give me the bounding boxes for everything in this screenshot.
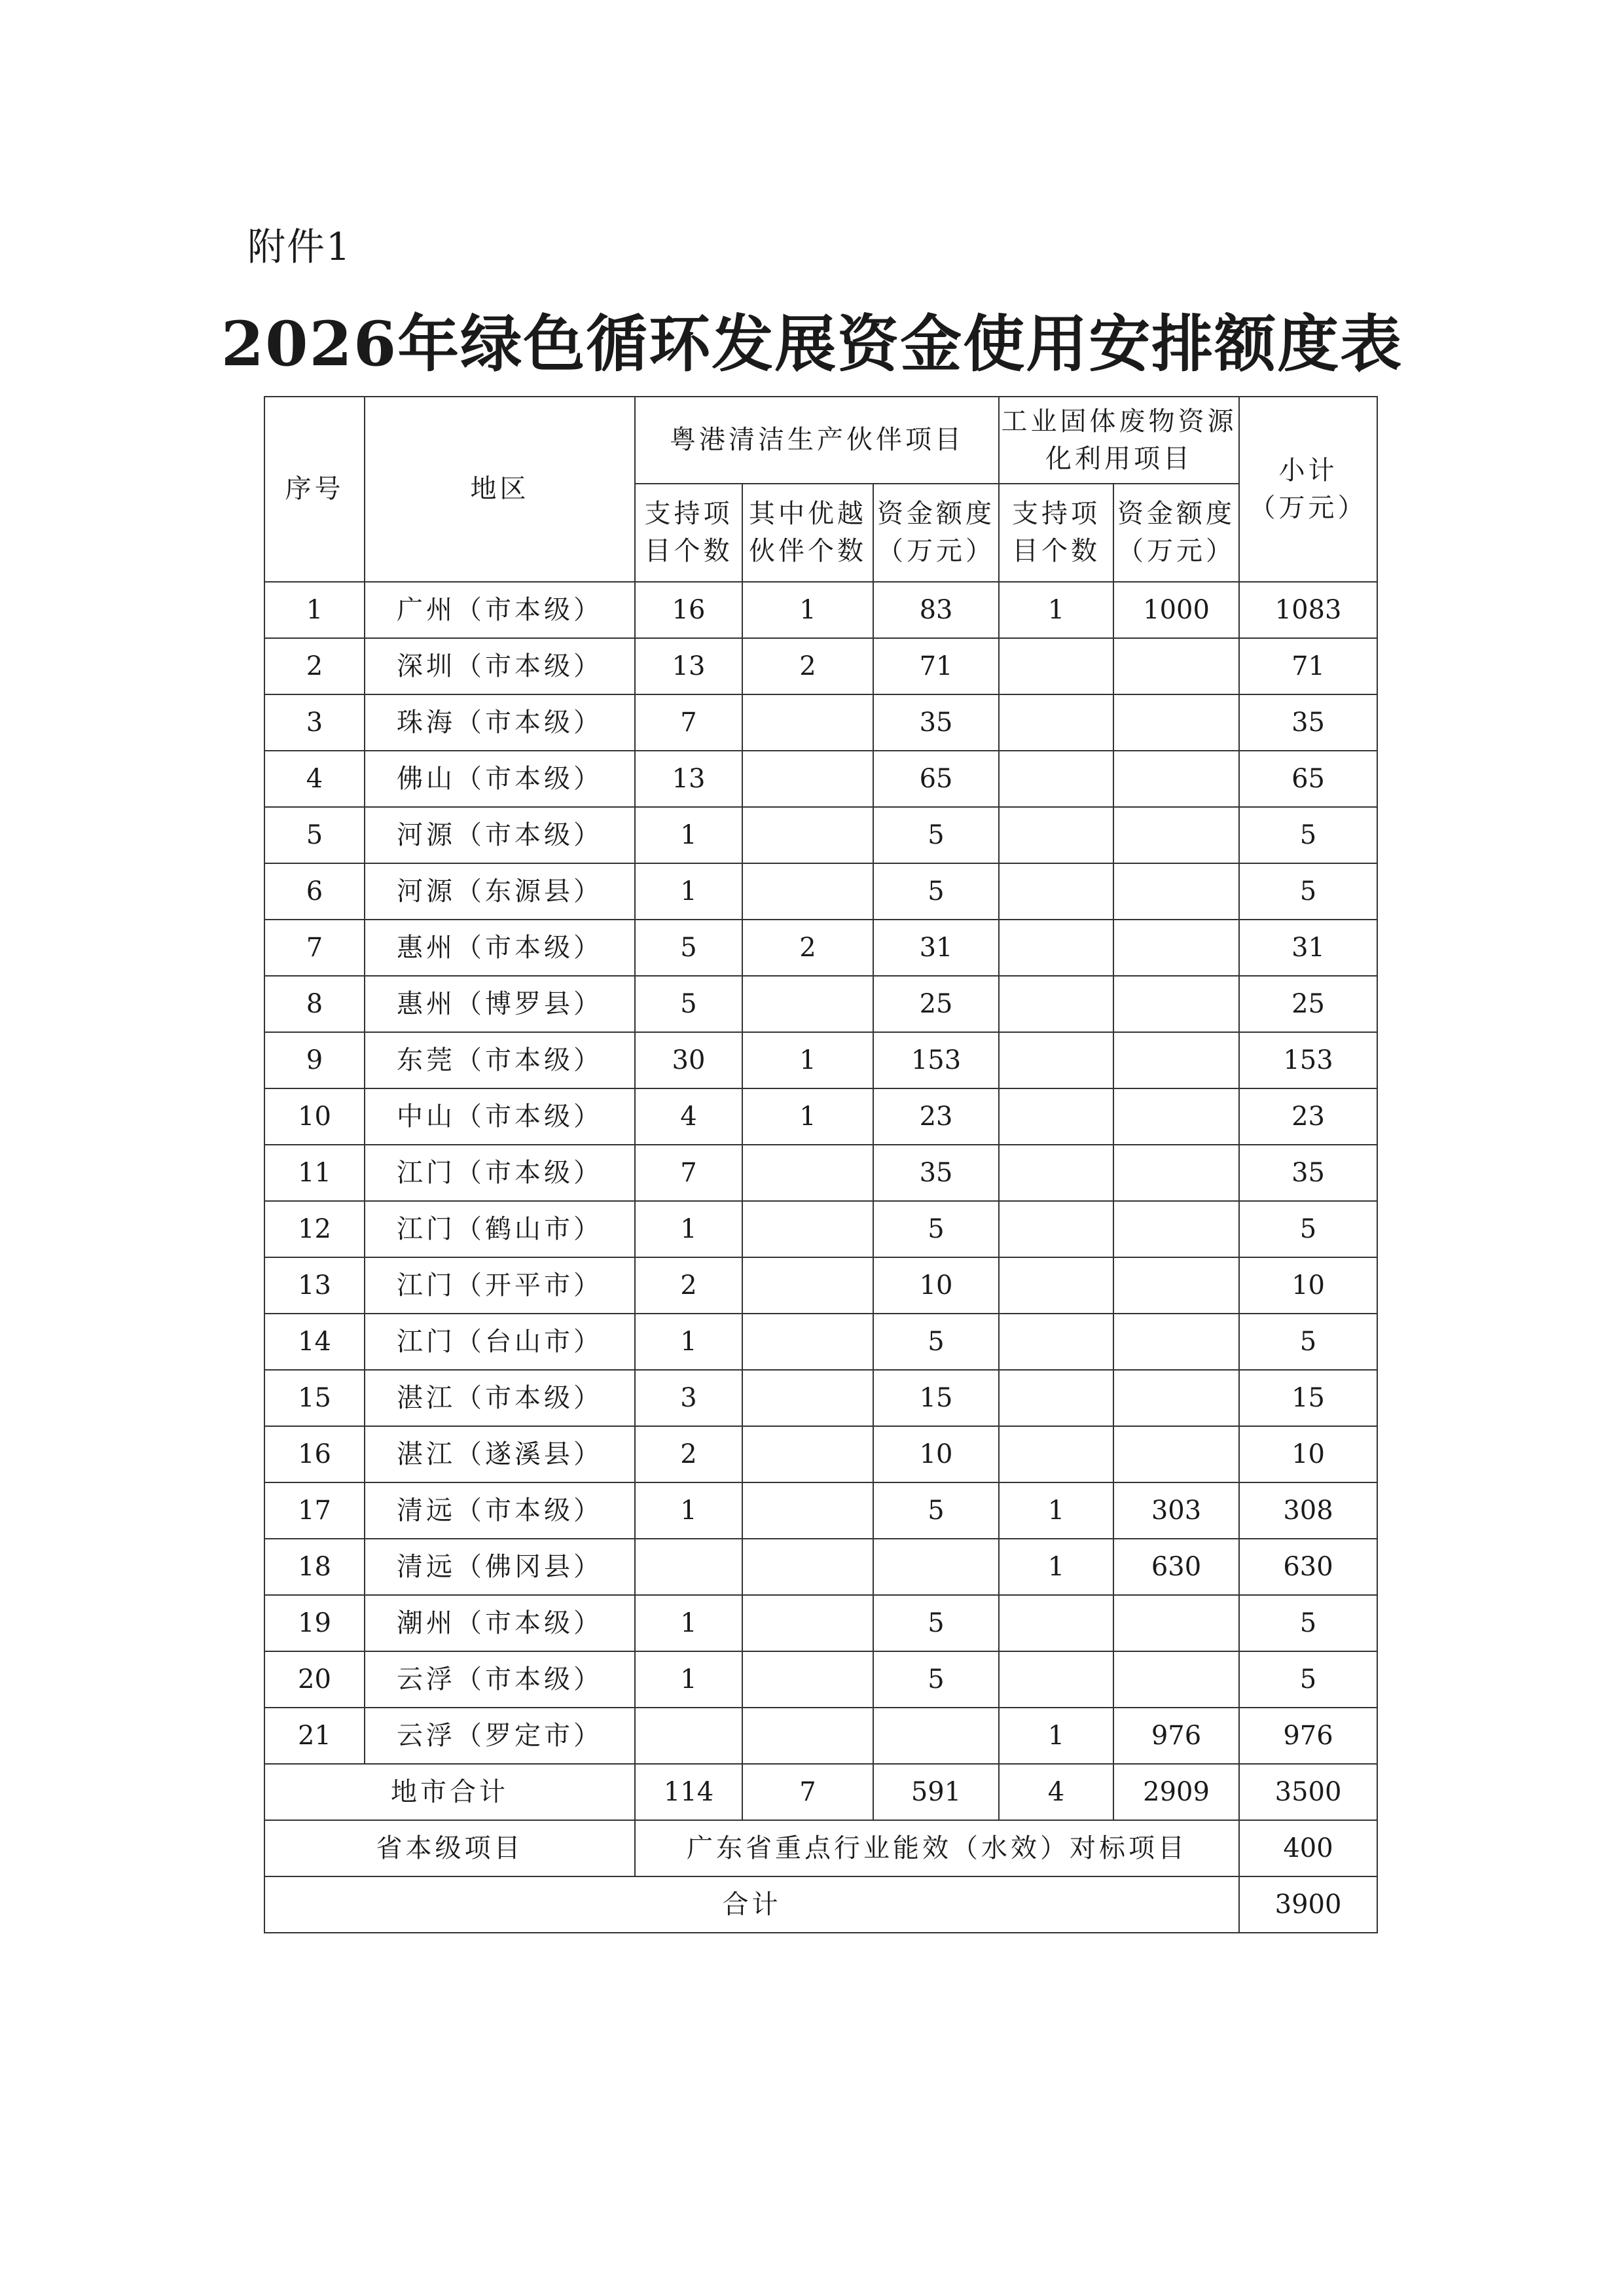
row-seq: 12 [264,1201,365,1257]
page-title: 2026年绿色循环发展资金使用安排额度表 [221,308,1403,380]
city-total-c2: 7 [742,1764,873,1820]
row-funding-amount [873,1708,999,1764]
row-subtotal: 23 [1239,1088,1377,1145]
row-subtotal: 153 [1239,1032,1377,1088]
row-excellent-partners [742,863,873,920]
grand-total-label: 合计 [264,1876,1239,1933]
row-subtotal: 35 [1239,694,1377,751]
row-waste-funding-amount [1113,920,1239,976]
header-excellent-partners: 其中优越 伙伴个数 [742,484,873,582]
row-excellent-partners [742,1426,873,1482]
row-waste-support-count [999,976,1113,1032]
row-seq: 6 [264,863,365,920]
row-seq: 18 [264,1539,365,1595]
header-funding-amount: 资金额度 （万元） [873,484,999,582]
row-seq: 2 [264,638,365,694]
row-waste-funding-amount: 1000 [1113,582,1239,638]
row-excellent-partners [742,694,873,751]
header-waste-support-count: 支持项 目个数 [999,484,1113,582]
row-waste-funding-amount [1113,1314,1239,1370]
row-subtotal: 5 [1239,807,1377,863]
row-waste-support-count [999,1201,1113,1257]
row-waste-support-count [999,1651,1113,1708]
row-region: 河源（东源县） [365,863,635,920]
header-subtotal: 小计 （万元） [1239,397,1377,582]
row-waste-funding-amount [1113,1370,1239,1426]
row-waste-support-count [999,1032,1113,1088]
row-subtotal: 65 [1239,751,1377,807]
row-funding-amount: 83 [873,582,999,638]
row-waste-funding-amount [1113,863,1239,920]
row-seq: 10 [264,1088,365,1145]
row-excellent-partners: 2 [742,638,873,694]
table-row [264,751,1377,807]
row-waste-funding-amount [1113,1257,1239,1314]
row-excellent-partners [742,1201,873,1257]
row-subtotal: 31 [1239,920,1377,976]
table-row [264,694,1377,751]
row-support-count: 5 [635,976,742,1032]
row-waste-support-count: 1 [999,1539,1113,1595]
row-waste-support-count [999,751,1113,807]
row-waste-funding-amount [1113,807,1239,863]
row-excellent-partners [742,1145,873,1201]
row-excellent-partners [742,1539,873,1595]
row-seq: 14 [264,1314,365,1370]
row-funding-amount: 15 [873,1370,999,1426]
row-subtotal: 976 [1239,1708,1377,1764]
row-funding-amount: 25 [873,976,999,1032]
row-seq: 21 [264,1708,365,1764]
table-row [264,1539,1377,1595]
row-support-count: 30 [635,1032,742,1088]
row-subtotal: 1083 [1239,582,1377,638]
row-waste-funding-amount: 630 [1113,1539,1239,1595]
row-region: 云浮（市本级） [365,1651,635,1708]
row-seq: 4 [264,751,365,807]
row-funding-amount: 5 [873,1314,999,1370]
row-waste-funding-amount [1113,976,1239,1032]
row-funding-amount: 35 [873,694,999,751]
row-funding-amount: 5 [873,1651,999,1708]
row-subtotal: 630 [1239,1539,1377,1595]
grand-total-row [264,1876,1377,1933]
row-subtotal: 35 [1239,1145,1377,1201]
row-funding-amount: 10 [873,1257,999,1314]
row-seq: 20 [264,1651,365,1708]
row-excellent-partners [742,1482,873,1539]
row-seq: 9 [264,1032,365,1088]
table-row [264,863,1377,920]
row-support-count: 1 [635,1651,742,1708]
row-support-count: 13 [635,751,742,807]
row-seq: 7 [264,920,365,976]
row-support-count: 4 [635,1088,742,1145]
row-excellent-partners [742,1651,873,1708]
row-waste-support-count [999,1426,1113,1482]
table-row [264,1426,1377,1482]
row-region: 清远（市本级） [365,1482,635,1539]
row-region: 清远（佛冈县） [365,1539,635,1595]
row-excellent-partners [742,976,873,1032]
row-region: 湛江（市本级） [365,1370,635,1426]
row-region: 江门（市本级） [365,1145,635,1201]
row-region: 中山（市本级） [365,1088,635,1145]
row-seq: 19 [264,1595,365,1651]
row-waste-funding-amount [1113,1201,1239,1257]
row-region: 江门（鹤山市） [365,1201,635,1257]
grand-total-value: 3900 [1239,1876,1377,1933]
table-row [264,638,1377,694]
table-row [264,1595,1377,1651]
row-seq: 8 [264,976,365,1032]
row-support-count: 1 [635,807,742,863]
row-funding-amount: 31 [873,920,999,976]
city-total-row [264,1764,1377,1820]
table-row [264,1482,1377,1539]
row-support-count: 2 [635,1426,742,1482]
row-excellent-partners: 1 [742,1088,873,1145]
row-support-count: 13 [635,638,742,694]
row-waste-support-count: 1 [999,1708,1113,1764]
row-excellent-partners [742,1595,873,1651]
row-waste-support-count [999,1088,1113,1145]
header-cleaner-production: 粤港清洁生产伙伴项目 [635,397,999,484]
row-seq: 3 [264,694,365,751]
row-region: 深圳（市本级） [365,638,635,694]
row-funding-amount: 153 [873,1032,999,1088]
city-total-c3: 591 [873,1764,999,1820]
table-row [264,1708,1377,1764]
row-waste-funding-amount [1113,1088,1239,1145]
row-excellent-partners [742,751,873,807]
row-waste-support-count [999,694,1113,751]
provincial-row [264,1820,1377,1876]
row-seq: 5 [264,807,365,863]
row-waste-support-count [999,1314,1113,1370]
table-row [264,1032,1377,1088]
table-row [264,1314,1377,1370]
row-waste-funding-amount [1113,1032,1239,1088]
table-row [264,807,1377,863]
row-waste-funding-amount [1113,1651,1239,1708]
row-subtotal: 10 [1239,1257,1377,1314]
row-funding-amount: 5 [873,1595,999,1651]
row-excellent-partners [742,1257,873,1314]
row-excellent-partners: 1 [742,582,873,638]
row-subtotal: 15 [1239,1370,1377,1426]
row-seq: 16 [264,1426,365,1482]
city-total-total: 3500 [1239,1764,1377,1820]
row-seq: 15 [264,1370,365,1426]
row-funding-amount: 65 [873,751,999,807]
row-excellent-partners [742,1708,873,1764]
row-region: 珠海（市本级） [365,694,635,751]
provincial-project: 广东省重点行业能效（水效）对标项目 [635,1820,1239,1876]
provincial-total: 400 [1239,1820,1377,1876]
row-waste-support-count [999,638,1113,694]
row-excellent-partners [742,807,873,863]
table-row [264,976,1377,1032]
table-row [264,582,1377,638]
table-row [264,920,1377,976]
row-region: 河源（市本级） [365,807,635,863]
row-waste-funding-amount: 303 [1113,1482,1239,1539]
row-region: 云浮（罗定市） [365,1708,635,1764]
row-waste-funding-amount [1113,751,1239,807]
row-subtotal: 308 [1239,1482,1377,1539]
city-total-c1: 114 [635,1764,742,1820]
row-support-count: 2 [635,1257,742,1314]
row-waste-support-count [999,1370,1113,1426]
attachment-label: 附件1 [247,224,352,269]
row-waste-support-count: 1 [999,1482,1113,1539]
row-region: 惠州（市本级） [365,920,635,976]
city-total-label: 地市合计 [264,1764,635,1820]
row-region: 惠州（博罗县） [365,976,635,1032]
row-support-count: 1 [635,1595,742,1651]
row-excellent-partners [742,1370,873,1426]
header-solid-waste: 工业固体废物资源 化利用项目 [999,397,1239,484]
row-waste-support-count: 1 [999,582,1113,638]
row-funding-amount: 71 [873,638,999,694]
row-funding-amount [873,1539,999,1595]
row-seq: 13 [264,1257,365,1314]
row-support-count: 16 [635,582,742,638]
row-waste-support-count [999,863,1113,920]
row-subtotal: 5 [1239,1595,1377,1651]
row-support-count: 1 [635,863,742,920]
row-region: 东莞（市本级） [365,1032,635,1088]
row-subtotal: 5 [1239,1651,1377,1708]
row-waste-funding-amount [1113,638,1239,694]
row-support-count: 3 [635,1370,742,1426]
header-support-count: 支持项 目个数 [635,484,742,582]
table-row [264,1088,1377,1145]
row-subtotal: 5 [1239,1314,1377,1370]
row-subtotal: 71 [1239,638,1377,694]
row-region: 江门（台山市） [365,1314,635,1370]
header-seq: 序号 [264,397,365,582]
allocation-table [264,396,1378,1933]
row-waste-support-count [999,920,1113,976]
row-support-count: 7 [635,1145,742,1201]
table-row [264,1201,1377,1257]
row-support-count: 1 [635,1201,742,1257]
row-support-count: 5 [635,920,742,976]
row-funding-amount: 5 [873,863,999,920]
row-waste-funding-amount [1113,694,1239,751]
table-row [264,1145,1377,1201]
provincial-label: 省本级项目 [264,1820,635,1876]
row-waste-funding-amount [1113,1145,1239,1201]
row-excellent-partners: 2 [742,920,873,976]
row-region: 潮州（市本级） [365,1595,635,1651]
row-seq: 17 [264,1482,365,1539]
row-funding-amount: 35 [873,1145,999,1201]
row-support-count [635,1539,742,1595]
row-waste-funding-amount [1113,1595,1239,1651]
row-seq: 11 [264,1145,365,1201]
row-support-count [635,1708,742,1764]
header-region: 地区 [365,397,635,582]
row-funding-amount: 5 [873,1482,999,1539]
header-waste-funding-amount: 资金额度 （万元） [1113,484,1239,582]
table-row [264,1257,1377,1314]
row-waste-support-count [999,1595,1113,1651]
row-region: 佛山（市本级） [365,751,635,807]
city-total-c5: 2909 [1113,1764,1239,1820]
row-excellent-partners: 1 [742,1032,873,1088]
row-waste-support-count [999,1257,1113,1314]
row-region: 湛江（遂溪县） [365,1426,635,1482]
row-subtotal: 5 [1239,863,1377,920]
row-support-count: 7 [635,694,742,751]
row-support-count: 1 [635,1314,742,1370]
row-waste-support-count [999,807,1113,863]
row-subtotal: 25 [1239,976,1377,1032]
row-funding-amount: 10 [873,1426,999,1482]
row-waste-funding-amount [1113,1426,1239,1482]
row-seq: 1 [264,582,365,638]
table-row [264,1370,1377,1426]
table-row [264,1651,1377,1708]
city-total-c4: 4 [999,1764,1113,1820]
row-subtotal: 5 [1239,1201,1377,1257]
row-funding-amount: 5 [873,807,999,863]
row-region: 江门（开平市） [365,1257,635,1314]
row-funding-amount: 23 [873,1088,999,1145]
row-excellent-partners [742,1314,873,1370]
row-region: 广州（市本级） [365,582,635,638]
row-support-count: 1 [635,1482,742,1539]
row-subtotal: 10 [1239,1426,1377,1482]
row-waste-support-count [999,1145,1113,1201]
row-funding-amount: 5 [873,1201,999,1257]
row-waste-funding-amount: 976 [1113,1708,1239,1764]
